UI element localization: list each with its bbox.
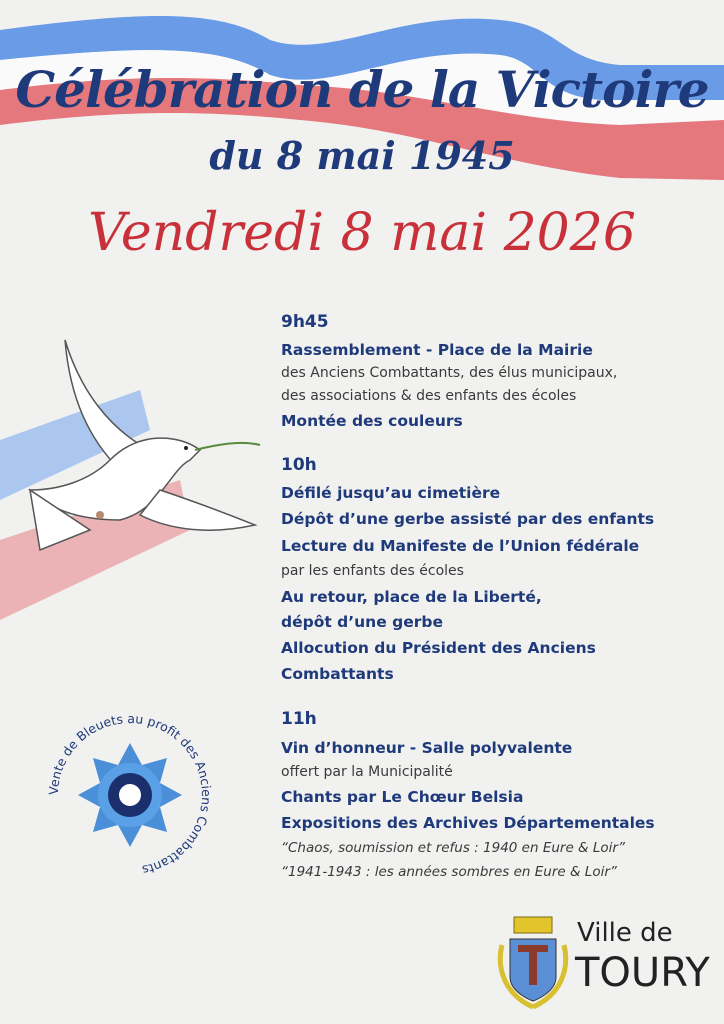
toury-coat-of-arms xyxy=(494,915,572,1010)
schedule-line: Au retour, place de la Liberté, xyxy=(281,588,542,606)
time-label: 10h xyxy=(281,455,317,475)
schedule-line: Vin d’honneur - Salle polyvalente xyxy=(281,739,573,757)
time-label: 9h45 xyxy=(281,312,329,332)
event-date: Vendredi 8 mai 2026 xyxy=(88,203,636,263)
logo-line1: Ville de xyxy=(577,918,673,948)
schedule-line: Expositions des Archives Départementales xyxy=(281,814,655,832)
schedule-line: Rassemblement - Place de la Mairie xyxy=(281,341,593,359)
schedule-line: Chants par Le Chœur Belsia xyxy=(281,788,524,806)
schedule-line: offert par la Municipalité xyxy=(281,764,453,780)
logo-line2: TOURY xyxy=(575,950,710,996)
poster-title: Célébration de la Victoire xyxy=(15,60,709,119)
schedule-line: des Anciens Combattants, des élus municipaux, xyxy=(281,365,618,381)
schedule-line: par les enfants des écoles xyxy=(281,563,464,579)
time-label: 11h xyxy=(281,709,317,729)
schedule-line: dépôt d’une gerbe xyxy=(281,613,443,631)
schedule-line: “Chaos, soumission et refus : 1940 en Eure & Loir” xyxy=(281,840,625,856)
bleuet-badge xyxy=(40,705,220,885)
schedule-line: “1941-1943 : les années sombres en Eure & Loir” xyxy=(281,864,617,880)
schedule-line: Allocution du Président des Anciens xyxy=(281,639,596,657)
poster-subtitle: du 8 mai 1945 xyxy=(209,133,515,178)
cornflower-icon xyxy=(78,743,182,847)
bleuet-badge-text: Vente de Bleuets au profit des Anciens Combattants xyxy=(45,710,215,878)
schedule xyxy=(281,0,721,1024)
schedule-line: des associations & des enfants des écoles xyxy=(281,388,577,404)
schedule-line: Défilé jusqu’au cimetière xyxy=(281,484,501,502)
schedule-line: Dépôt d’une gerbe assisté par des enfants xyxy=(281,510,655,528)
schedule-line: Combattants xyxy=(281,665,394,683)
schedule-line: Lecture du Manifeste de l’Union fédérale xyxy=(281,537,640,555)
dove-illustration xyxy=(0,330,270,630)
schedule-line: Montée des couleurs xyxy=(281,412,463,430)
